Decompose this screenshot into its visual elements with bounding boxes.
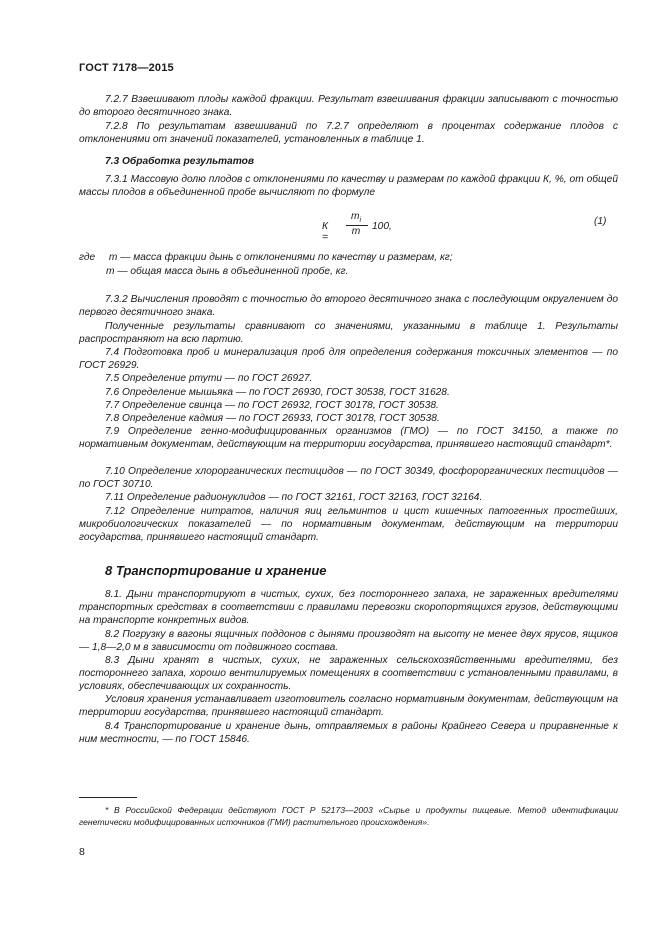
formula-numerator: $m_i$ [350,211,362,225]
para-7-5: 7.5 Определение ртути — по ГОСТ 26927. [105,373,313,384]
section-8-heading: 8 Транспортирование и хранение [105,563,327,578]
para-7-9: 7.9 Определение генно-модифицированных организмов (ГМО) — по ГОСТ 34150, а также по нормативным документам, действующим на территории государства, принявшего настоящий стандарт*. [79,426,618,451]
document-header: ГОСТ 7178—2015 [79,62,174,74]
para-7-3-1: 7.3.1 Массовую долю плодов с отклонениями по качеству и размерам по каждой фракции К, %, от общей массы плодов в объединенной пробе вычисляют по формуле [79,174,618,199]
para-7-12: 7.12 Определение нитратов, наличия яиц гельминтов и цист кишечных патогенных простейших, микробиологических показателей — по нормативным документам, действующим на территории государства, принявшего настоящий стандарт. [79,506,618,544]
where-def-1: m — масса фракции дынь с отклонениями по качеству и размерам, кг; [108,252,453,263]
page-number: 8 [79,846,85,858]
para-7-3-2-b: Полученные результаты сравнивают со значениями, указанными в таблице 1. Результаты распространяют на всю партию. [79,321,618,346]
where-def-2: m — общая масса дынь в объединенной пробе, кг. [106,266,349,277]
para-7-8: 7.8 Определение кадмия — по ГОСТ 26933, ГОСТ 30178, ГОСТ 30538. [105,413,440,424]
footnote-divider [79,797,137,798]
para-7-2-7: 7.2.7 Взвешивают плоды каждой фракции. Результат взвешивания фракции записывают с точностью до второго десятичного знака. [79,94,618,119]
formula-rhs: 100, [372,221,392,232]
para-7-3-2: 7.3.2 Вычисления проводят с точностью до второго десятичного знака с последующим округлением до первого десятичного знака. [79,294,618,319]
formula-1 [0,213,661,243]
para-7-10: 7.10 Определение хлорорганических пестицидов — по ГОСТ 30349, фосфорорганических пестицидов — по ГОСТ 30710. [79,466,618,491]
para-8-3: 8.3 Дыни хранят в чистых, сухих, не зараженных сельскохозяйственными вредителями, без постороннего запаха, хорошо вентилируемых помещениях в соответствии с установленными правилами, в условиях, обеспечивающих их сохранность. [79,655,618,693]
para-7-4: 7.4 Подготовка проб и минерализация проб для определения содержания токсичных элементов — по ГОСТ 26929. [79,347,618,372]
formula-number: (1) [594,216,607,227]
formula-lhs: К = [322,221,329,243]
footnote: * В Российской Федерации действуют ГОСТ Р 52173—2003 «Сырье и продукты пищевые. Метод идентификации генетически модифицированных источников (ГМИ) растительного происхождения». [79,805,618,827]
para-8-1: 8.1. Дыни транспортируют в чистых, сухих, без постороннего запаха, не зараженных вредителями транспортных средствах в соответствии с правилами перевозки скоропортящихся грузов, действующими на транспорте конкретных видов. [79,589,618,627]
para-8-4: 8.4 Транспортирование и хранение дынь, отправляемых в районы Крайнего Севера и приравненные к ним местности, — по ГОСТ 15846. [79,721,618,746]
para-7-7: 7.7 Определение свинца — по ГОСТ 26932, ГОСТ 30178, ГОСТ 30538. [105,400,439,411]
para-8-2: 8.2 Погрузку в вагоны ящичных поддонов с дынями производят на высоту не менее двух ярусов, ящиков — 1,8—2,0 м в зависимости от подвижного состава. [79,629,618,654]
where-label: где [79,252,96,263]
para-8-3-b: Условия хранения устанавливает изготовитель согласно нормативным документам, действующим на территории государства, принявшего настоящий стандарт. [79,694,618,719]
formula-denominator: m [351,226,361,237]
para-7-2-8: 7.2.8 По результатам взвешиваний по 7.2.7 определяют в процентах содержание плодов с отклонениями от значений показателей, установленных в таблице 1. [79,121,618,146]
para-7-6: 7.6 Определение мышьяка — по ГОСТ 26930, ГОСТ 30538, ГОСТ 31628. [105,387,450,398]
where-line-1 [79,251,453,264]
heading-7-3: 7.3 Обработка результатов [105,156,255,167]
para-7-11: 7.11 Определение радионуклидов — по ГОСТ 32161, ГОСТ 32163, ГОСТ 32164. [105,492,483,503]
